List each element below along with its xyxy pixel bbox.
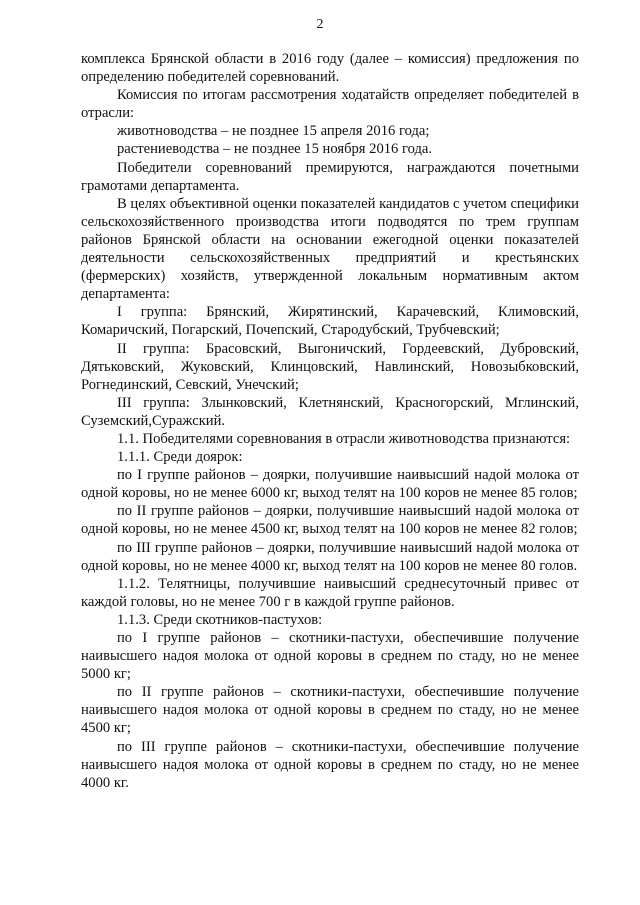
paragraph-district-groups-intro: В целях объективной оценки показателей кандидатов с учетом специфики сельскохозяйственного производства итоги подводятся по трем группам районов Брянской области на основании ежегодной оценки показателей деятельности сельскохозяйственных предприятий и крестьянских (фермерских) хозяйств, утвержденной локальным нормативным актом департамента:: [81, 195, 579, 303]
paragraph-livestock-deadline: животноводства – не позднее 15 апреля 2016 года;: [117, 123, 430, 140]
paragraph-commission-proposals: комплекса Брянской области в 2016 году (далее – комиссия) предложения по определению победителей соревнований.: [81, 51, 579, 86]
paragraph-herders-group-3: по III группе районов – скотники-пастухи, обеспечившие получение наивысшего надоя молока от одной коровы в среднем по стаду, но не менее 4000 кг.: [81, 738, 579, 791]
paragraph-group-2: II группа: Брасовский, Выгоничский, Гордеевский, Дубровский, Дятьковский, Жуковский, Клинцовский, Навлинский, Новозыбковский, Рогнединский, Севский, Унечский;: [81, 340, 579, 393]
page-number: 2: [316, 17, 324, 32]
paragraph-herders-group-2: по II группе районов – скотники-пастухи, обеспечившие получение наивысшего надоя молока от одной коровы в среднем по стаду, но не менее 4500 кг;: [81, 684, 579, 737]
paragraph-section-1-1: 1.1. Победителями соревнования в отрасли животноводства признаются:: [117, 430, 571, 447]
document-body: [81, 50, 579, 792]
paragraph-section-1-1-1: 1.1.1. Среди доярок:: [117, 449, 243, 466]
paragraph-section-1-1-2: 1.1.2. Телятницы, получившие наивысший среднесуточный привес от каждой головы, но не менее 700 г в каждой группе районов.: [81, 575, 579, 610]
paragraph-winners-awarded: Победители соревнований премируются, награждаются почетными грамотами департамента.: [81, 159, 579, 194]
paragraph-herders-group-1: по I группе районов – скотники-пастухи, обеспечившие получение наивысшего надоя молока от одной коровы в среднем по стаду, но не менее 5000 кг;: [81, 630, 579, 683]
paragraph-milkmaids-group-1: по I группе районов – доярки, получившие наивысший надой молока от одной коровы, но не менее 6000 кг, выход телят на 100 коров не менее 85 голов;: [81, 467, 579, 502]
paragraph-commission-determines: Комиссия по итогам рассмотрения ходатайств определяет победителей в отрасли:: [81, 87, 579, 122]
paragraph-crop-deadline: растениеводства – не позднее 15 ноября 2016 года.: [117, 141, 433, 158]
paragraph-milkmaids-group-2: по II группе районов – доярки, получившие наивысший надой молока от одной коровы, но не менее 4500 кг, выход телят на 100 коров не менее 82 голов;: [81, 503, 579, 538]
paragraph-section-1-1-3: 1.1.3. Среди скотников-пастухов:: [117, 611, 323, 628]
paragraph-group-3: III группа: Злынковский, Клетнянский, Красногорский, Мглинский, Суземский,Суражский.: [81, 394, 579, 429]
paragraph-group-1: I группа: Брянский, Жирятинский, Карачевский, Климовский, Комаричский, Погарский, Почепский, Стародубский, Трубчевский;: [81, 304, 579, 339]
paragraph-milkmaids-group-3: по III группе районов – доярки, получившие наивысший надой молока от одной коровы, но не менее 4000 кг, выход телят на 100 коров не менее 80 голов.: [81, 539, 579, 574]
